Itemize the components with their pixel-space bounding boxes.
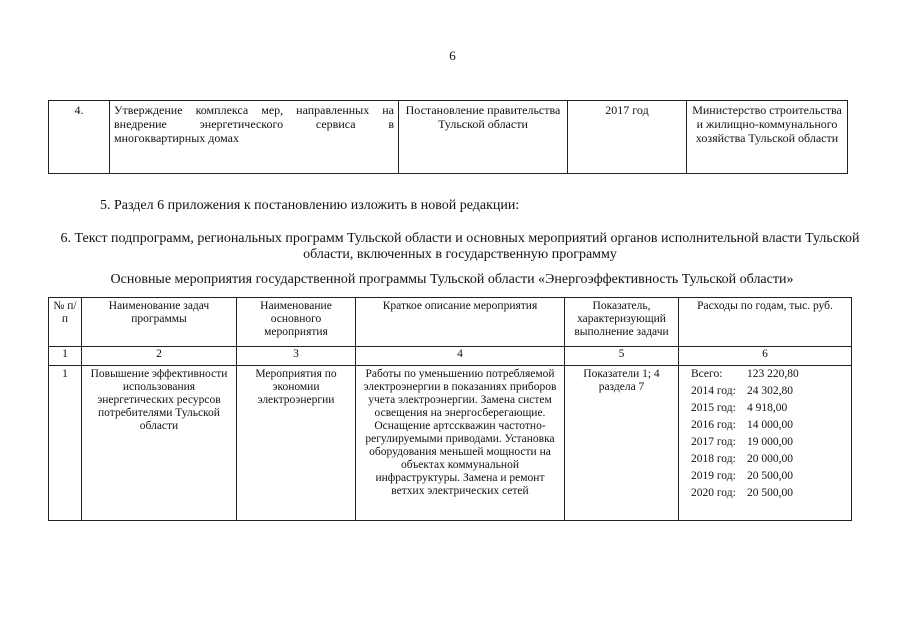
activity-name: Мероприятия по экономии электроэнергии (237, 366, 356, 521)
col-number: 1 (49, 347, 82, 366)
main-table (48, 297, 852, 521)
header-expenses: Расходы по годам, тыс. руб. (679, 298, 852, 347)
expense-label: 2018 год: (691, 453, 736, 465)
header-indicator: Показатель, характеризующий выполнение задачи (565, 298, 679, 347)
executor: Министерство строительства и жилищно-коммунального хозяйства Тульской области (687, 101, 848, 174)
expense-item (683, 385, 847, 402)
expense-value: 20 000,00 (747, 453, 793, 465)
header-task: Наименование задач программы (82, 298, 237, 347)
expense-item (683, 453, 847, 470)
expense-label: 2020 год: (691, 487, 736, 499)
expense-item (683, 402, 847, 419)
expense-value: 123 220,80 (747, 368, 799, 380)
expense-label: Всего: (691, 368, 723, 380)
expense-label: 2015 год: (691, 402, 736, 414)
header-number: № п/п (49, 298, 82, 347)
col-number: 6 (679, 347, 852, 366)
expense-value: 14 000,00 (747, 419, 793, 431)
col-number: 3 (237, 347, 356, 366)
expenses-cell (679, 366, 852, 521)
deadline-year: 2017 год (568, 101, 687, 174)
expenses-list (683, 368, 847, 504)
expense-item (683, 487, 847, 504)
expense-item (683, 470, 847, 487)
expense-value: 20 500,00 (747, 470, 793, 482)
expense-value: 19 000,00 (747, 436, 793, 448)
table-row (49, 101, 848, 174)
table-row (49, 366, 852, 521)
legal-document: Постановление правительства Тульской области (399, 101, 568, 174)
activity-description: Работы по уменьшению потребляемой электроэнергии в показаниях приборов учета электроэнергии. Замена систем освещения на энергосберегающие. Оснащение артсскважин частотно-регулируемыми приводами. Установка оборудования меньшей мощности на объектах коммунальной инфраструктуры. Замена и ремонт ветхих электрических сетей (356, 366, 565, 521)
top-table (48, 100, 848, 174)
expense-label: 2016 год: (691, 419, 736, 431)
col-number: 5 (565, 347, 679, 366)
header-description: Краткое описание мероприятия (356, 298, 565, 347)
header-activity: Наименование основного мероприятия (237, 298, 356, 347)
column-numbers-row (49, 347, 852, 366)
paragraph-6: 6. Текст подпрограмм, региональных программ Тульской области и основных мероприятий органов исполнительной власти Тульской области, включенных в государственную программу (60, 231, 860, 262)
row-number: 4. (49, 101, 110, 174)
expense-label: 2017 год: (691, 436, 736, 448)
expense-label: 2019 год: (691, 470, 736, 482)
col-number: 4 (356, 347, 565, 366)
header-row (49, 298, 852, 347)
expense-value: 24 302,80 (747, 385, 793, 397)
measure-description: Утверждение комплекса мер, направленных на внедрение энергетического сервиса в многоквартирных домах (110, 101, 399, 174)
expense-item (683, 436, 847, 453)
page-number: 6 (449, 48, 456, 63)
task-name: Повышение эффективности использования энергетических ресурсов потребителями Тульской области (82, 366, 237, 521)
expense-label: 2014 год: (691, 385, 736, 397)
table-title: Основные мероприятия государственной программы Тульской области «Энергоэффективность Тульской области» (110, 272, 794, 287)
expense-value: 20 500,00 (747, 487, 793, 499)
row-number: 1 (49, 366, 82, 521)
col-number: 2 (82, 347, 237, 366)
expense-item (683, 419, 847, 436)
indicator: Показатели 1; 4 раздела 7 (565, 366, 679, 521)
expense-item (683, 368, 847, 385)
expense-value: 4 918,00 (747, 402, 788, 414)
paragraph-5: 5. Раздел 6 приложения к постановлению изложить в новой редакции: (100, 198, 520, 213)
